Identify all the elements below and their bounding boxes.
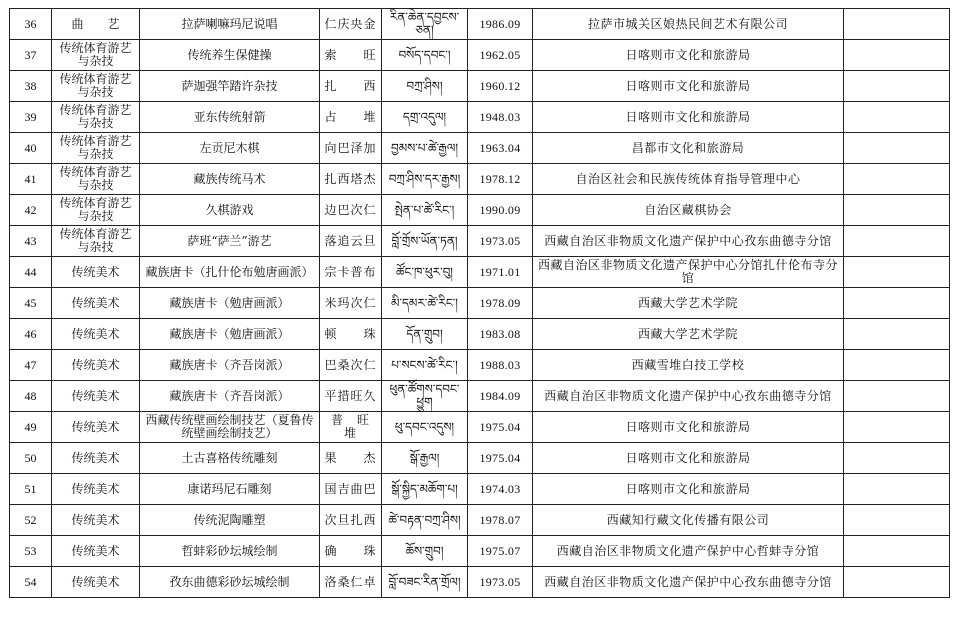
- work-unit-cell: 日喀则市文化和旅游局: [533, 40, 844, 71]
- project-cell: 拉萨喇嘛玛尼说唱: [140, 9, 320, 40]
- table-row: [10, 350, 950, 381]
- work-unit-cell: 昌都市文化和旅游局: [533, 133, 844, 164]
- tibetan-name-cell: པ་སངས་ཚེ་རིང་།: [382, 350, 468, 381]
- inheritor-name-cell: 巴桑次仁: [320, 350, 382, 381]
- tibetan-name-cell: བཀྲ་ཤིས།: [382, 71, 468, 102]
- inheritor-name-cell: 宗卡普布: [320, 257, 382, 288]
- remarks-cell: [844, 412, 950, 443]
- table-body: [10, 9, 950, 598]
- inheritor-name-cell: 次旦扎西: [320, 505, 382, 536]
- work-unit-cell: 自治区藏棋协会: [533, 195, 844, 226]
- remarks-cell: [844, 567, 950, 598]
- category-cell: 传统体育游艺与杂技: [52, 40, 140, 71]
- work-unit-cell: 西藏知行藏文化传播有限公司: [533, 505, 844, 536]
- birth-date-cell: 1978.12: [468, 164, 533, 195]
- birth-date-cell: 1978.07: [468, 505, 533, 536]
- category-cell: 传统体育游艺与杂技: [52, 226, 140, 257]
- row-number: 44: [10, 257, 52, 288]
- table-row: [10, 288, 950, 319]
- row-number: 39: [10, 102, 52, 133]
- table-row: [10, 319, 950, 350]
- project-cell: 藏族唐卡（勉唐画派）: [140, 319, 320, 350]
- tibetan-name-cell: སྤེན་པ་ཚེ་རིང་།: [382, 195, 468, 226]
- table-row: [10, 505, 950, 536]
- remarks-cell: [844, 505, 950, 536]
- table-row: [10, 257, 950, 288]
- category-cell: 传统体育游艺与杂技: [52, 164, 140, 195]
- remarks-cell: [844, 474, 950, 505]
- remarks-cell: [844, 226, 950, 257]
- birth-date-cell: 1978.09: [468, 288, 533, 319]
- birth-date-cell: 1988.03: [468, 350, 533, 381]
- row-number: 46: [10, 319, 52, 350]
- work-unit-cell: 西藏雪堆白技工学校: [533, 350, 844, 381]
- category-cell: 传统体育游艺与杂技: [52, 195, 140, 226]
- work-unit-cell: 西藏大学艺术学院: [533, 288, 844, 319]
- birth-date-cell: 1948.03: [468, 102, 533, 133]
- category-cell: 传统美术: [52, 381, 140, 412]
- tibetan-name-cell: ཕུན་ཚོགས་དབང་ཕྱུག: [382, 381, 468, 412]
- category-cell: 曲 艺: [52, 9, 140, 40]
- remarks-cell: [844, 102, 950, 133]
- birth-date-cell: 1986.09: [468, 9, 533, 40]
- inheritor-name-cell: 确 珠: [320, 536, 382, 567]
- birth-date-cell: 1973.05: [468, 567, 533, 598]
- row-number: 43: [10, 226, 52, 257]
- inheritor-name-cell: 米玛次仁: [320, 288, 382, 319]
- category-cell: 传统美术: [52, 474, 140, 505]
- project-cell: 亚东传统射箭: [140, 102, 320, 133]
- remarks-cell: [844, 40, 950, 71]
- remarks-cell: [844, 288, 950, 319]
- tibetan-name-cell: བསོད་དབང་།: [382, 40, 468, 71]
- project-cell: 传统养生保健操: [140, 40, 320, 71]
- remarks-cell: [844, 350, 950, 381]
- birth-date-cell: 1962.05: [468, 40, 533, 71]
- row-number: 37: [10, 40, 52, 71]
- table-row: [10, 164, 950, 195]
- work-unit-cell: 拉萨市城关区娘热民间艺术有限公司: [533, 9, 844, 40]
- birth-date-cell: 1975.04: [468, 412, 533, 443]
- remarks-cell: [844, 319, 950, 350]
- project-cell: 西藏传统壁画绘制技艺（夏鲁传统壁画绘制技艺）: [140, 412, 320, 443]
- tibetan-name-cell: ཆོས་གྲུབ།: [382, 536, 468, 567]
- project-cell: 藏族传统马术: [140, 164, 320, 195]
- table-row: [10, 40, 950, 71]
- row-number: 52: [10, 505, 52, 536]
- birth-date-cell: 1974.03: [468, 474, 533, 505]
- table-row: [10, 102, 950, 133]
- work-unit-cell: 自治区社会和民族传统体育指导管理中心: [533, 164, 844, 195]
- row-number: 54: [10, 567, 52, 598]
- tibetan-name-cell: དོན་གྲུབ།: [382, 319, 468, 350]
- birth-date-cell: 1971.01: [468, 257, 533, 288]
- inheritor-name-cell: 洛桑仁卓: [320, 567, 382, 598]
- inheritor-name-cell: 仁庆央金: [320, 9, 382, 40]
- row-number: 38: [10, 71, 52, 102]
- category-cell: 传统美术: [52, 257, 140, 288]
- category-cell: 传统美术: [52, 319, 140, 350]
- work-unit-cell: 西藏大学艺术学院: [533, 319, 844, 350]
- inheritor-name-cell: 占 堆: [320, 102, 382, 133]
- birth-date-cell: 1975.04: [468, 443, 533, 474]
- work-unit-cell: 西藏自治区非物质文化遗产保护中心孜东曲德寺分馆: [533, 226, 844, 257]
- remarks-cell: [844, 9, 950, 40]
- category-cell: 传统美术: [52, 443, 140, 474]
- row-number: 50: [10, 443, 52, 474]
- inheritor-name-cell: 平措旺久: [320, 381, 382, 412]
- tibetan-name-cell: ཕུ་དབང་འདུས།: [382, 412, 468, 443]
- table-row: [10, 412, 950, 443]
- work-unit-cell: 日喀则市文化和旅游局: [533, 412, 844, 443]
- inheritor-name-cell: 边巴次仁: [320, 195, 382, 226]
- project-cell: 藏族唐卡（齐吾岗派）: [140, 350, 320, 381]
- row-number: 51: [10, 474, 52, 505]
- row-number: 40: [10, 133, 52, 164]
- category-cell: 传统体育游艺与杂技: [52, 133, 140, 164]
- inheritor-table: [9, 8, 950, 598]
- remarks-cell: [844, 133, 950, 164]
- tibetan-name-cell: བློ་བཟང་རིན་གྲོལ།: [382, 567, 468, 598]
- work-unit-cell: 西藏自治区非物质文化遗产保护中心孜东曲德寺分馆: [533, 381, 844, 412]
- table-row: [10, 536, 950, 567]
- birth-date-cell: 1983.08: [468, 319, 533, 350]
- category-cell: 传统美术: [52, 412, 140, 443]
- inheritor-name-cell: 索 旺: [320, 40, 382, 71]
- tibetan-name-cell: སྒོ་སྐྱིད་མཆོག་པ།: [382, 474, 468, 505]
- birth-date-cell: 1973.05: [468, 226, 533, 257]
- work-unit-cell: 西藏自治区非物质文化遗产保护中心孜东曲德寺分馆: [533, 567, 844, 598]
- tibetan-name-cell: སྒོ་རྒྱལ།: [382, 443, 468, 474]
- project-cell: 哲蚌彩砂坛城绘制: [140, 536, 320, 567]
- category-cell: 传统美术: [52, 350, 140, 381]
- project-cell: 萨迦强竿踏许杂技: [140, 71, 320, 102]
- remarks-cell: [844, 381, 950, 412]
- project-cell: 孜东曲德彩砂坛城绘制: [140, 567, 320, 598]
- tibetan-name-cell: རིན་ཆེན་དབྱངས་ཅན།: [382, 9, 468, 40]
- inheritor-name-cell: 普 旺 堆: [320, 412, 382, 443]
- remarks-cell: [844, 195, 950, 226]
- table-row: [10, 195, 950, 226]
- inheritor-name-cell: 顿 珠: [320, 319, 382, 350]
- project-cell: 藏族唐卡（扎什伦布勉唐画派）: [140, 257, 320, 288]
- row-number: 48: [10, 381, 52, 412]
- birth-date-cell: 1960.12: [468, 71, 533, 102]
- remarks-cell: [844, 257, 950, 288]
- work-unit-cell: 西藏自治区非物质文化遗产保护中心哲蚌寺分馆: [533, 536, 844, 567]
- table-row: [10, 71, 950, 102]
- work-unit-cell: 日喀则市文化和旅游局: [533, 474, 844, 505]
- work-unit-cell: 日喀则市文化和旅游局: [533, 102, 844, 133]
- project-cell: 土古喜格传统雕刻: [140, 443, 320, 474]
- project-cell: 藏族唐卡（齐吾岗派）: [140, 381, 320, 412]
- project-cell: 萨班“萨兰”游艺: [140, 226, 320, 257]
- inheritor-name-cell: 扎 西: [320, 71, 382, 102]
- category-cell: 传统美术: [52, 505, 140, 536]
- remarks-cell: [844, 536, 950, 567]
- row-number: 47: [10, 350, 52, 381]
- work-unit-cell: 日喀则市文化和旅游局: [533, 71, 844, 102]
- inheritor-name-cell: 果 杰: [320, 443, 382, 474]
- tibetan-name-cell: བཀྲ་ཤིས་དར་རྒྱས།: [382, 164, 468, 195]
- table-row: [10, 567, 950, 598]
- inheritor-name-cell: 扎西塔杰: [320, 164, 382, 195]
- project-cell: 久棋游戏: [140, 195, 320, 226]
- inheritor-name-cell: 向巴泽加: [320, 133, 382, 164]
- inheritor-name-cell: 落追云旦: [320, 226, 382, 257]
- table-row: [10, 226, 950, 257]
- category-cell: 传统体育游艺与杂技: [52, 71, 140, 102]
- table-row: [10, 9, 950, 40]
- category-cell: 传统美术: [52, 536, 140, 567]
- row-number: 49: [10, 412, 52, 443]
- category-cell: 传统体育游艺与杂技: [52, 102, 140, 133]
- birth-date-cell: 1990.09: [468, 195, 533, 226]
- work-unit-cell: 西藏自治区非物质文化遗产保护中心分馆扎什伦布寺分馆: [533, 257, 844, 288]
- table-row: [10, 474, 950, 505]
- birth-date-cell: 1984.09: [468, 381, 533, 412]
- row-number: 42: [10, 195, 52, 226]
- table-row: [10, 133, 950, 164]
- tibetan-name-cell: ཚོང་ཁ་ཕུར་བུ།: [382, 257, 468, 288]
- tibetan-name-cell: བློ་གྲོས་ཡོན་ཏན།: [382, 226, 468, 257]
- table-row: [10, 443, 950, 474]
- birth-date-cell: 1963.04: [468, 133, 533, 164]
- tibetan-name-cell: མི་དམར་ཚེ་རིང་།: [382, 288, 468, 319]
- birth-date-cell: 1975.07: [468, 536, 533, 567]
- row-number: 41: [10, 164, 52, 195]
- row-number: 45: [10, 288, 52, 319]
- project-cell: 康诺玛尼石雕刻: [140, 474, 320, 505]
- project-cell: 左贡尼木棋: [140, 133, 320, 164]
- remarks-cell: [844, 71, 950, 102]
- row-number: 53: [10, 536, 52, 567]
- tibetan-name-cell: བྱམས་པ་ཚེ་རྒྱལ།: [382, 133, 468, 164]
- category-cell: 传统美术: [52, 567, 140, 598]
- remarks-cell: [844, 164, 950, 195]
- work-unit-cell: 日喀则市文化和旅游局: [533, 443, 844, 474]
- inheritor-name-cell: 国吉曲巴: [320, 474, 382, 505]
- tibetan-name-cell: ཚེ་བརྟན་བཀྲ་ཤིས།: [382, 505, 468, 536]
- tibetan-name-cell: དགྲ་འདུལ།: [382, 102, 468, 133]
- table-row: [10, 381, 950, 412]
- project-cell: 传统泥陶雕塑: [140, 505, 320, 536]
- row-number: 36: [10, 9, 52, 40]
- project-cell: 藏族唐卡（勉唐画派）: [140, 288, 320, 319]
- category-cell: 传统美术: [52, 288, 140, 319]
- remarks-cell: [844, 443, 950, 474]
